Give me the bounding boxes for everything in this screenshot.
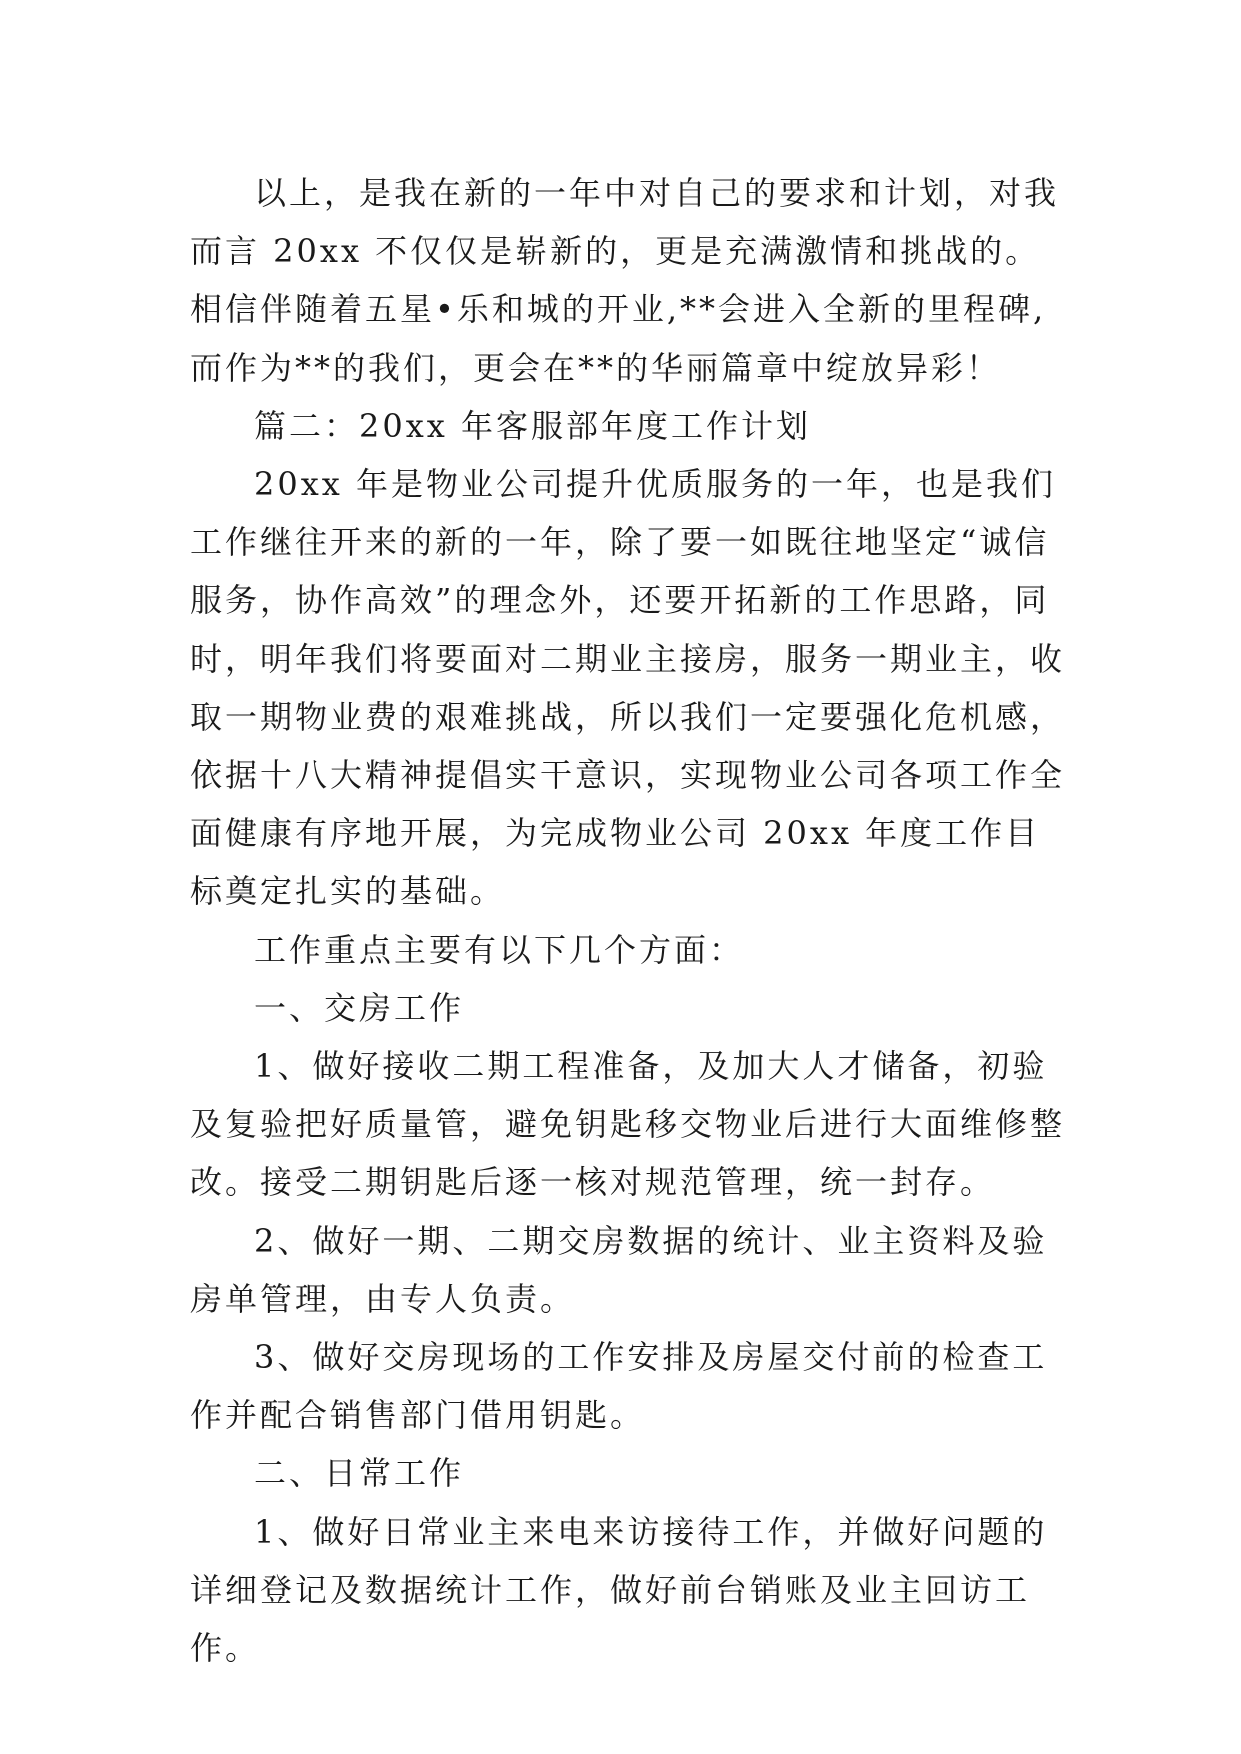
section-heading-part-two: 篇二：20xx 年客服部年度工作计划 (254, 406, 811, 445)
heading-handover-work: 一、交房工作 (254, 988, 465, 1027)
document-body (190, 164, 1070, 1677)
paragraph-closing-summary: 以上，是我在新的一年中对自己的要求和计划，对我而言 20xx 不仅仅是崭新的，更是充满激情和挑战的。相信伴随着五星•乐和城的开业,**会进入全新的里程碑,而作为**的我们，更会在**的华丽篇章中绽放异彩！ (190, 174, 1060, 387)
heading-daily-work: 二、日常工作 (254, 1454, 465, 1493)
paragraph-daily-item-1: 1、做好日常业主来电来访接待工作，并做好问题的详细登记及数据统计工作，做好前台销账及业主回访工作。 (190, 1512, 1048, 1668)
paragraph-handover-item-3: 3、做好交房现场的工作安排及房屋交付前的检查工作并配合销售部门借用钥匙。 (190, 1338, 1048, 1435)
paragraph-key-points-lead: 工作重点主要有以下几个方面： (254, 930, 745, 969)
paragraph-handover-item-2: 2、做好一期、二期交房数据的统计、业主资料及验房单管理，由专人负责。 (190, 1221, 1048, 1318)
paragraph-intro: 20xx 年是物业公司提升优质服务的一年，也是我们工作继往开来的新的一年，除了要一如既往地坚定“诚信服务，协作高效”的理念外，还要开拓新的工作思路，同时，明年我们将要面对二期业主接房，服务一期业主，收取一期物业费的艰难挑战，所以我们一定要强化危机感，依据十八大精神提倡实干意识，实现物业公司各项工作全面健康有序地开展，为完成物业公司 20xx 年度工作目标奠定扎实的基础。 (190, 465, 1066, 911)
paragraph-handover-item-1: 1、做好接收二期工程准备，及加大人才储备，初验及复验把好质量管，避免钥匙移交物业后进行大面维修整改。接受二期钥匙后逐一核对规范管理，统一封存。 (190, 1047, 1066, 1202)
